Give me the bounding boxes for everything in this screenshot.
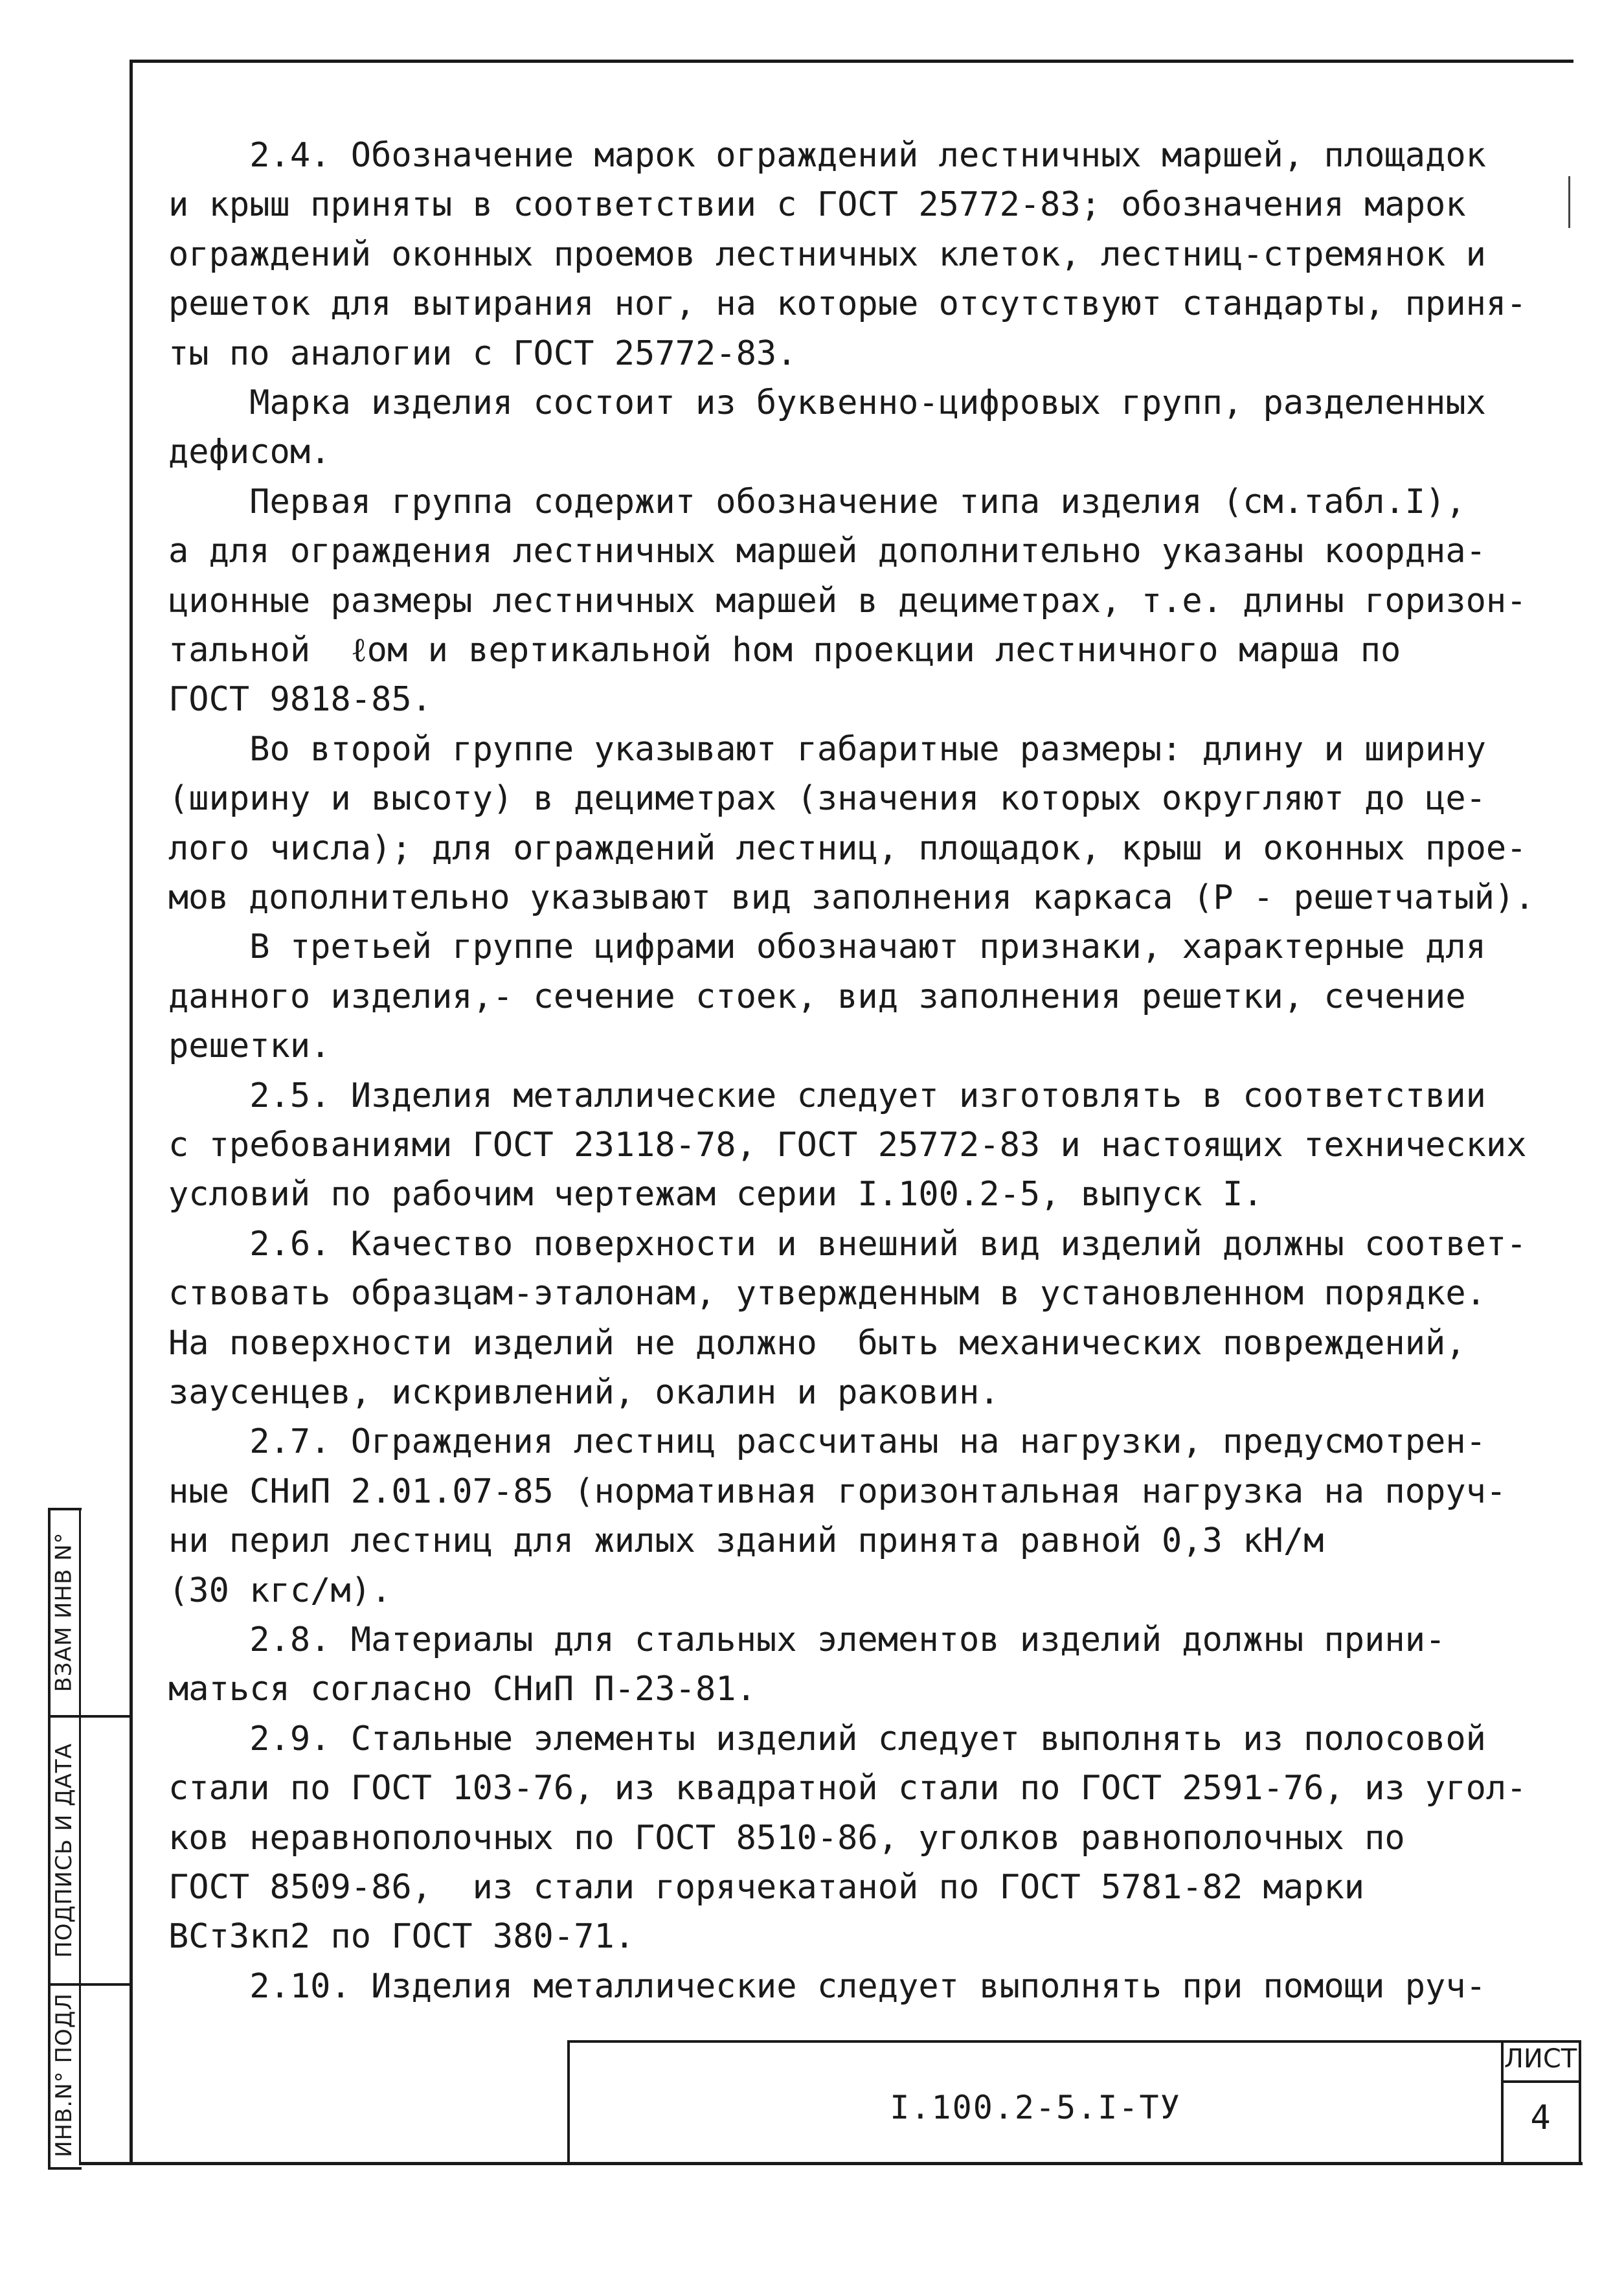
document-code: I.100.2-5.I-ТУ (890, 2089, 1181, 2126)
body-text-line: маться согласно СНиП П-23-81. (168, 1670, 756, 1709)
body-text-line: ствовать образцам-эталонам, утвержденным в установленном порядке. (168, 1274, 1486, 1313)
stamp-field-replacement-inv (48, 1509, 80, 1715)
body-text-line: ные СНиП 2.01.07-85 (нормативная горизонтальная нагрузка на поруч- (168, 1472, 1507, 1511)
body-text-line: 2.9. Стальные элементы изделий следует выполнять из полосовой (168, 1719, 1486, 1758)
stamp-field-original-inv-label: ИНВ.N° ПОДЛ (51, 1993, 77, 2157)
body-text-line: ты по аналогии с ГОСТ 25772-83. (168, 334, 797, 373)
sheet-number: 4 (1530, 2098, 1551, 2137)
body-text-line: В третьей группе цифрами обозначают признаки, характерные для (168, 927, 1486, 967)
body-text-line: а для ограждения лестничных маршей дополнительно указаны коордна- (168, 532, 1486, 571)
body-text-line: 2.4. Обозначение марок ограждений лестничных маршей, площадок (168, 136, 1486, 175)
body-text-line: ВСт3кп2 по ГОСТ 380-71. (168, 1917, 635, 1957)
body-text-line: ГОСТ 8509-86, из стали горячекатаной по ГОСТ 5781-82 марки (168, 1868, 1365, 1907)
body-text-line: Марка изделия состоит из буквенно-цифровых групп, разделенных (168, 383, 1486, 422)
margin-mark (1568, 176, 1570, 228)
stamp-field-signature-date-label: ПОДПИСЬ И ДАТА (51, 1743, 78, 1958)
stamp-field-replacement-inv-label: ВЗАМ ИНВ N° (51, 1532, 77, 1692)
body-text-line: 2.7. Ограждения лестниц рассчитаны на нагрузки, предусмотрен- (168, 1422, 1486, 1462)
body-text-line: Во второй группе указывают габаритные размеры: длину и ширину (168, 729, 1486, 769)
body-text-line: условий по рабочим чертежам серии I.100.2-5, выпуск I. (168, 1175, 1263, 1214)
title-block-top (567, 2040, 1579, 2043)
side-stamp-inner (79, 1508, 131, 2165)
body-text-line: мов дополнительно указывают вид заполнения каркаса (Р - решетчатый). (168, 878, 1535, 917)
body-text-line: (30 кгс/м). (168, 1571, 392, 1610)
body-text-line: с требованиями ГОСТ 23118-78, ГОСТ 25772-83 и настоящих технических (168, 1126, 1527, 1165)
body-text-line: решеток для вытирания ног, на которые отсутствуют стандарты, приня- (168, 284, 1527, 324)
frame-top-border (130, 60, 1573, 63)
body-text-line: стали по ГОСТ 103-76, из квадратной стали по ГОСТ 2591-76, из угол- (168, 1769, 1527, 1808)
body-text-line: тальной ℓом и вертикальной hом проекции лестничного марша по (168, 631, 1401, 670)
body-text-line: дефисом. (168, 433, 331, 472)
body-text-line: 2.10. Изделия металлические следует выполнять при помощи руч- (168, 1966, 1486, 2006)
body-text-line: Первая группа содержит обозначение типа изделия (см.табл.I), (168, 482, 1466, 521)
stamp-field-original-inv (48, 1986, 80, 2165)
body-text-line: ГОСТ 9818-85. (168, 680, 432, 720)
stamp-field-signature-date (48, 1718, 80, 1983)
body-text-line: данного изделия,- сечение стоек, вид заполнения решетки, сечение (168, 977, 1466, 1016)
body-text-line: ни перил лестниц для жилых зданий принята равной 0,3 кН/м (168, 1521, 1324, 1561)
body-text-line: ционные размеры лестничных маршей в дециметрах, т.е. длины горизон- (168, 581, 1527, 620)
body-text-line: ограждений оконных проемов лестничных клеток, лестниц-стремянок и (168, 234, 1486, 274)
body-text-line: (ширину и высоту) в дециметрах (значения которых округляют до це- (168, 779, 1486, 819)
body-text-line: 2.5. Изделия металлические следует изготовлять в соответствии (168, 1076, 1486, 1115)
body-text-line: решетки. (168, 1027, 331, 1066)
body-text-line: заусенцев, искривлений, окалин и раковин. (168, 1373, 1000, 1412)
body-text-line: 2.6. Качество поверхности и внешний вид изделий должны соответ- (168, 1224, 1527, 1264)
title-block-sheet-divider (1501, 2080, 1579, 2083)
body-text-line: лого числа); для ограждений лестниц, площадок, крыш и оконных прое- (168, 828, 1527, 868)
sheet-label: ЛИСТ (1504, 2044, 1577, 2074)
frame-bottom-border (79, 2162, 1583, 2165)
body-text-line: ков неравнополочных по ГОСТ 8510-86, уголков равнополочных по (168, 1818, 1405, 1858)
body-text-line: и крыш приняты в соответствии с ГОСТ 25772-83; обозначения марок (168, 185, 1466, 225)
frame-right-border (1579, 2040, 1581, 2163)
body-text-line: На поверхности изделий не должно быть механических повреждений, (168, 1323, 1466, 1363)
body-text-line: 2.8. Материалы для стальных элементов изделий должны прини- (168, 1620, 1446, 1659)
